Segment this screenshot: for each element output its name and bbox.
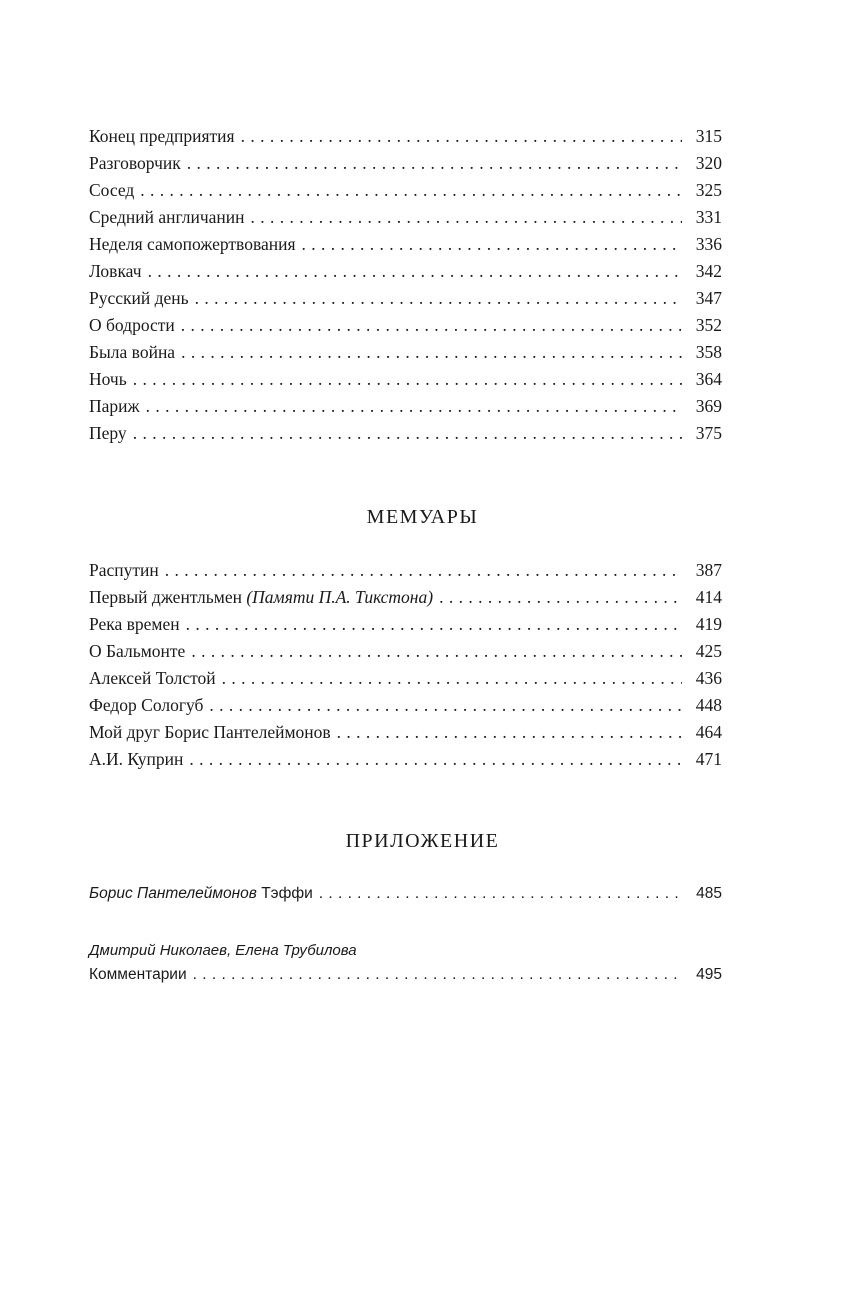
toc-entry[interactable] — [89, 315, 722, 342]
toc-entry-page: 315 — [695, 126, 722, 146]
leader-dots — [189, 749, 682, 770]
toc-entry-title-main: Тэффи — [261, 885, 313, 902]
toc-entry-page: 342 — [695, 261, 722, 281]
toc-entry-page: 352 — [695, 315, 722, 335]
toc-entry-page: 425 — [695, 641, 722, 661]
leader-dots — [251, 207, 682, 228]
section-heading-appendix: ПРИЛОЖЕНИЕ — [345, 830, 500, 852]
toc-entry[interactable] — [89, 180, 722, 207]
toc-entry[interactable] — [89, 885, 722, 912]
leader-dots — [187, 153, 682, 174]
toc-entry-title: Распутин — [89, 560, 159, 580]
toc-entry-title: Была война — [89, 342, 176, 362]
toc-entry-title-main: Первый джентльмен — [89, 587, 242, 607]
toc-entry-title: Комментарии — [89, 966, 187, 983]
toc-entry-title — [89, 587, 433, 608]
toc-entry-authors: Дмитрий Николаев, Елена Трубилова — [89, 942, 357, 959]
leader-dots — [140, 180, 682, 201]
leader-dots — [165, 560, 682, 581]
toc-entry-page: 364 — [695, 369, 722, 389]
toc-entry[interactable] — [89, 749, 722, 776]
toc-entry-page: 347 — [695, 288, 722, 308]
toc-entry[interactable] — [89, 126, 722, 153]
toc-entry-title: Река времен — [89, 614, 180, 634]
toc-entry-title: Сосед — [89, 180, 135, 200]
leader-dots — [209, 695, 682, 716]
toc-entry[interactable] — [89, 695, 722, 722]
toc-entry-page: 331 — [695, 207, 722, 227]
toc-entry-title: О бодрости — [89, 315, 175, 335]
toc-entry-page: 336 — [695, 234, 722, 254]
toc-entry[interactable] — [89, 587, 722, 614]
toc-section-stories — [89, 126, 722, 450]
toc-entry-title: А.И. Куприн — [89, 749, 184, 769]
toc-entry-title: Париж — [89, 396, 140, 416]
toc-entry-title: Средний англичанин — [89, 207, 245, 227]
toc-entry-page: 414 — [695, 587, 722, 607]
leader-dots — [148, 261, 682, 282]
toc-entry[interactable] — [89, 423, 722, 450]
toc-entry-page: 419 — [695, 614, 722, 634]
toc-entry-page: 358 — [695, 342, 722, 362]
leader-dots — [337, 722, 682, 743]
toc-entry-page: 436 — [695, 668, 722, 688]
toc-entry-page: 464 — [695, 722, 722, 742]
toc-entry-title: Мой друг Борис Пантелеймонов — [89, 722, 331, 742]
toc-entry-page: 369 — [695, 396, 722, 416]
toc-entry-page: 471 — [695, 749, 722, 769]
toc-entry-author: Борис Пантелеймонов — [89, 885, 257, 902]
toc-entry-title: Конец предприятия — [89, 126, 235, 146]
leader-dots — [319, 885, 682, 903]
toc-entry[interactable] — [89, 668, 722, 695]
toc-entry-page: 448 — [695, 695, 722, 715]
toc-entry[interactable] — [89, 722, 722, 749]
toc-entry-page: 375 — [695, 423, 722, 443]
toc-entry[interactable] — [89, 153, 722, 180]
toc-entry-page: 485 — [696, 885, 722, 902]
toc-entry-title: Русский день — [89, 288, 189, 308]
leader-dots — [133, 369, 682, 390]
toc-entry[interactable] — [89, 614, 722, 641]
toc-entry-subtitle: (Памяти П.А. Тикстона) — [246, 587, 434, 607]
leader-dots — [222, 668, 682, 689]
toc-entry[interactable] — [89, 288, 722, 315]
toc-entry-title: Федор Сологуб — [89, 695, 204, 715]
leader-dots — [191, 641, 682, 662]
toc-entry-title — [89, 885, 313, 903]
toc-entry[interactable] — [89, 966, 722, 993]
toc-entry-title: Ночь — [89, 369, 127, 389]
leader-dots — [241, 126, 682, 147]
toc-entry[interactable] — [89, 261, 722, 288]
toc-entry[interactable] — [89, 207, 722, 234]
toc-entry[interactable] — [89, 369, 722, 396]
leader-dots — [302, 234, 682, 255]
toc-entry-title: Ловкач — [89, 261, 142, 281]
toc-entry[interactable] — [89, 560, 722, 587]
toc-section-appendix-commentary — [89, 966, 722, 993]
toc-entry[interactable] — [89, 396, 722, 423]
toc-entry[interactable] — [89, 234, 722, 261]
leader-dots — [193, 966, 682, 984]
leader-dots — [146, 396, 682, 417]
toc-entry-page: 325 — [695, 180, 722, 200]
toc-entry-title: Неделя самопожертвования — [89, 234, 296, 254]
toc-entry-title: Разговорчик — [89, 153, 181, 173]
leader-dots — [181, 315, 682, 336]
toc-section-appendix — [89, 885, 722, 912]
leader-dots — [181, 342, 682, 363]
leader-dots — [186, 614, 682, 635]
toc-entry-page: 320 — [695, 153, 722, 173]
toc-section-memoirs — [89, 560, 722, 776]
toc-entry-title: Перу — [89, 423, 127, 443]
toc-entry-page: 387 — [695, 560, 722, 580]
toc-entry-title: Алексей Толстой — [89, 668, 216, 688]
toc-entry[interactable] — [89, 342, 722, 369]
toc-entry[interactable] — [89, 641, 722, 668]
leader-dots — [439, 587, 682, 608]
leader-dots — [195, 288, 682, 309]
toc-entry-title: О Бальмонте — [89, 641, 186, 661]
leader-dots — [133, 423, 682, 444]
toc-entry-page: 495 — [696, 966, 722, 983]
section-heading-memoirs: МЕМУАРЫ — [366, 506, 479, 528]
